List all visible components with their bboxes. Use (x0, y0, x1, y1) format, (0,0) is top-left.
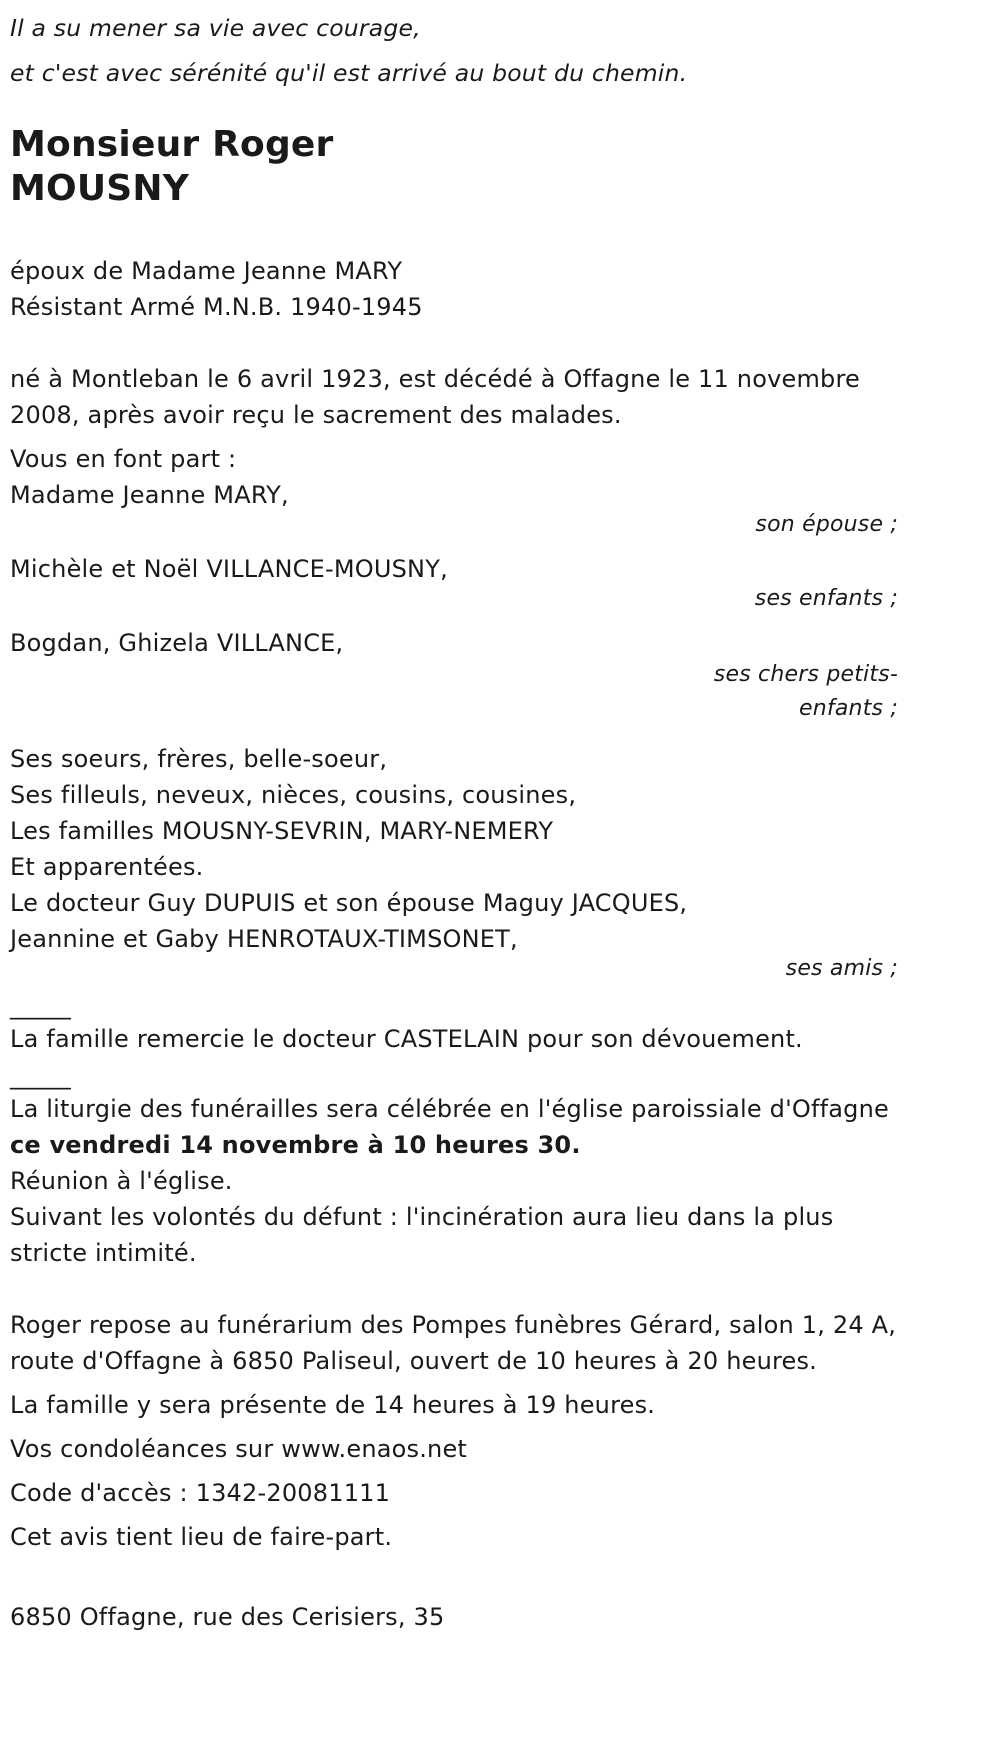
relatives-line-5: Le docteur Guy DUPUIS et son épouse Maguy JACQUES, (10, 889, 688, 917)
family-role-grandchildren-line-1: ses chers petits- (713, 662, 898, 687)
spacer (10, 353, 900, 361)
deceased-title-line-2: MOUSNY (10, 168, 189, 209)
epigraph-line-2: et c'est avec sérénité qu'il est arrivé au bout du chemin. (10, 59, 688, 87)
spacer (10, 727, 900, 741)
condolences-line: Vos condoléances sur www.enaos.net (10, 1435, 468, 1463)
ceremony-date: ce vendredi 14 novembre à 10 heures 30. (10, 1131, 581, 1159)
family-role-spouse: son épouse ; (755, 512, 898, 537)
family-entry-spouse: Madame Jeanne MARY, (10, 481, 289, 509)
separator-2: _____ (10, 1062, 71, 1090)
spacer (10, 1271, 900, 1307)
relatives-line-3: Les familles MOUSNY-SEVRIN, MARY-NEMERY (10, 817, 554, 845)
notice-line: Cet avis tient lieu de faire-part. (10, 1523, 393, 1551)
family-entry-children: Michèle et Noël VILLANCE-MOUSNY, (10, 555, 448, 583)
ceremony-meeting: Réunion à l'église. (10, 1167, 233, 1195)
funerarium-line-1: Roger repose au funérarium des Pompes funèbres Gérard, salon 1, 24 A, (10, 1311, 897, 1339)
family-entry-grandchildren: Bogdan, Ghizela VILLANCE, (10, 629, 344, 657)
epigraph-line-1: Il a su mener sa vie avec courage, (10, 14, 421, 42)
relatives-line-6: Jeannine et Gaby HENROTAUX-TIMSONET, (10, 925, 518, 953)
separator-1: _____ (10, 992, 71, 1020)
deceased-title-line-1: Monsieur Roger (10, 124, 334, 165)
resistance-line: Résistant Armé M.N.B. 1940-1945 (10, 293, 423, 321)
birth-death-line-1: né à Montleban le 6 avril 1923, est décédé à Offagne le 11 novembre (10, 365, 860, 393)
ceremony-wishes-line-2: stricte intimité. (10, 1239, 197, 1267)
funerarium-line-2: route d'Offagne à 6850 Paliseul, ouvert de 10 heures à 20 heures. (10, 1347, 818, 1375)
announce-intro: Vous en font part : (10, 445, 237, 473)
access-code: Code d'accès : 1342-20081111 (10, 1479, 391, 1507)
spouse-line: époux de Madame Jeanne MARY (10, 257, 403, 285)
thanks-line: La famille remercie le docteur CASTELAIN pour son dévouement. (10, 1025, 803, 1053)
spacer (10, 211, 900, 253)
friends-role: ses amis ; (785, 956, 898, 981)
relatives-line-4: Et apparentées. (10, 853, 204, 881)
birth-death-line-2: 2008, après avoir reçu le sacrement des malades. (10, 401, 622, 429)
spacer (10, 325, 900, 353)
ceremony-wishes-line-1: Suivant les volontés du défunt : l'incinération aura lieu dans la plus (10, 1203, 834, 1231)
relatives-line-1: Ses soeurs, frères, belle-soeur, (10, 745, 388, 773)
relatives-line-2: Ses filleuls, neveux, nièces, cousins, cousines, (10, 781, 577, 809)
home-address: 6850 Offagne, rue des Cerisiers, 35 (10, 1603, 445, 1631)
family-role-grandchildren-line-2: enfants ; (799, 696, 898, 721)
ceremony-line-1: La liturgie des funérailles sera célébrée en l'église paroissiale d'Offagne (10, 1095, 889, 1123)
family-presence: La famille y sera présente de 14 heures à 19 heures. (10, 1391, 656, 1419)
spacer (10, 1555, 900, 1599)
family-role-children: ses enfants ; (754, 586, 898, 611)
